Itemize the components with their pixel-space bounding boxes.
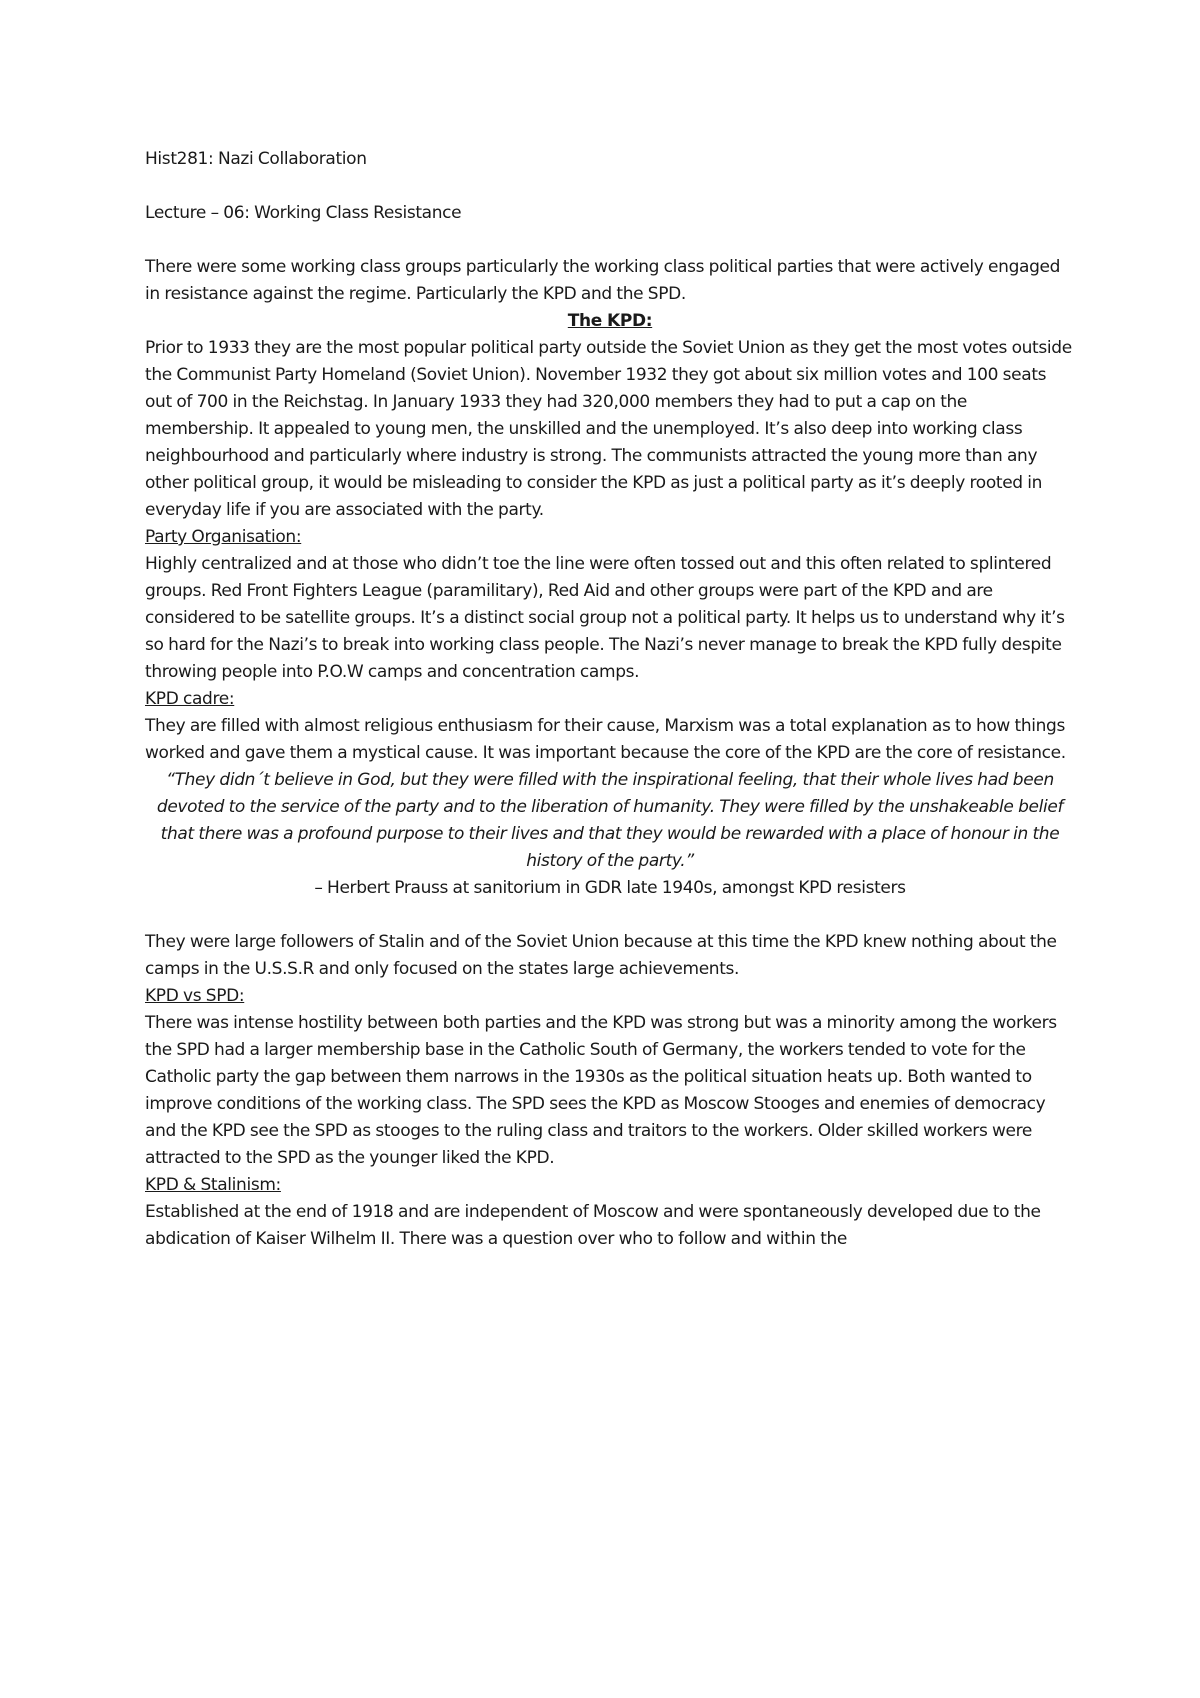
kpd-cadre-paragraph: They are filled with almost religious enthusiasm for their cause, Marxism was a total explanation as to how things worked and gave them a mystical cause. It was important because the core of the KPD are the core of resistance. [145,716,1066,763]
kpd-paragraph: Prior to 1933 they are the most popular political party outside the Soviet Union as they get the most votes outside the Communist Party Homeland (Soviet Union). November 1932 they got about six million votes and 100 seats out of 700 in the Reichstag. In January 1933 they had 320,000 members they had to put a cap on the membership. It appealed to young men, the unskilled and the unemployed. It’s also deep into working class neighbourhood and particularly where industry is strong. The communists attracted the young more than any other political group, it would be misleading to consider the KPD as just a political party as it’s deeply rooted in everyday life if you are associated with the party. [145,338,1072,520]
prauss-quote: “They didn´t believe in God, but they were filled with the inspirational feeling, that their whole lives had been devoted to the service of the party and to the liberation of humanity. They were filled by the unshakeable belief that there was a profound purpose to their lives and that they would be rewarded with a place of honour in the history of the party.” [156,770,1064,871]
document-page [145,146,1075,1253]
kpd-cadre-heading: KPD cadre: [145,689,235,709]
party-organisation-heading: Party Organisation: [145,527,302,547]
stalin-paragraph: They were large followers of Stalin and of the Soviet Union because at this time the KPD knew nothing about the camps in the U.S.S.R and only focused on the states large achievements. [145,932,1057,979]
party-organisation-paragraph: Highly centralized and at those who didn’t toe the line were often tossed out and this often related to splintered groups. Red Front Fighters League (paramilitary), Red Aid and other groups were part of the KPD and are considered to be satellite groups. It’s a distinct social group not a political party. It helps us to understand why it’s so hard for the Nazi’s to break into working class people. The Nazi’s never manage to break the KPD fully despite throwing people into P.O.W camps and concentration camps. [145,554,1065,682]
kpd-stalinism-paragraph: Established at the end of 1918 and are independent of Moscow and were spontaneously developed due to the abdication of Kaiser Wilhelm II. There was a question over who to follow and within the [145,1202,1041,1249]
lecture-title: Lecture – 06: Working Class Resistance [145,203,462,223]
quote-attribution: – Herbert Prauss at sanitorium in GDR late 1940s, amongst KPD resisters [314,878,906,898]
kpd-vs-spd-paragraph: There was intense hostility between both parties and the KPD was strong but was a minority among the workers the SPD had a larger membership base in the Catholic South of Germany, the workers tended to vote for the Catholic party the gap between them narrows in the 1930s as the political situation heats up. Both wanted to improve conditions of the working class. The SPD sees the KPD as Moscow Stooges and enemies of democracy and the KPD see the SPD as stooges to the ruling class and traitors to the workers. Older skilled workers were attracted to the SPD as the younger liked the KPD. [145,1013,1057,1168]
course-title: Hist281: Nazi Collaboration [145,149,367,169]
kpd-vs-spd-heading: KPD vs SPD: [145,986,245,1006]
kpd-heading: The KPD: [567,311,653,331]
intro-paragraph: There were some working class groups particularly the working class political parties that were actively engaged in resistance against the regime. Particularly the KPD and the SPD. [145,257,1061,304]
kpd-stalinism-heading: KPD & Stalinism: [145,1175,281,1195]
